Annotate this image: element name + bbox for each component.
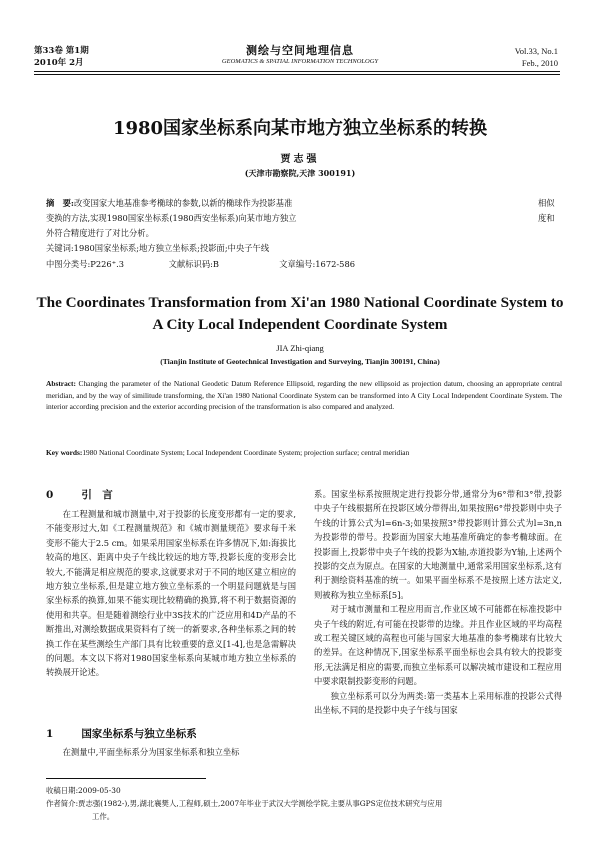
received-date: 收稿日期:2009-05-30 [46, 786, 121, 795]
abstract-zh-right-fragments [538, 196, 568, 226]
right-column [314, 487, 562, 718]
body-paragraph: 系。国家坐标系按照规定进行投影分带,通常分为6°带和3°带,投影中央子午线根据所在投影区域分带得出,如果按照6°带投影则中央子午线的计算公式为l=6n-3;如果按照3°带投影则计算公式为l=3n,n为投影带的带号。投影面为国家大地基准所确定的参考椭球面。在投影面上,投影带中央子午线的投影为X轴,赤道投影为Y轴,上述两个投影的交点为原点。在国家的大地测量中,通常采用国家坐标系,这有利于测绘资料基准的统一。如果平面坐标系不是按照上述方法定义,则被称为独立坐标系[5]。 [314, 489, 562, 600]
body-paragraph: 对于城市测量和工程应用而言,作业区域不可能都在标准投影中央子午线的附近,有可能在投影带的边缘。并且作业区域的平均高程或工程关键区域的高程也可能与国家大地基准的参考椭球有比较大的差异。在这种情况下,国家坐标系平面坐标也会具有较大的投影变形,无法满足相应的需要,而独立坐标系可以解决城市建设和工程应用中要求限制投影变形的问题。 [314, 604, 562, 687]
document-code: 文献标识码:B [168, 259, 220, 269]
header-rule-thick [34, 71, 560, 72]
volume-en: Vol.33, No.1 [514, 46, 558, 56]
footnote-rule [46, 778, 206, 779]
author-bio: 作者简介:贾志强(1982-),男,湖北襄樊人,工程师,硕士,2007年毕业于武汉大学测绘学院,主要从事GPS定位技术研究与应用 [46, 799, 443, 808]
header-journal [150, 42, 450, 65]
abstract-zh-fragment: 度和 [538, 213, 555, 223]
left-column-cont [46, 745, 296, 759]
abstract-zh-label: 摘 要: [46, 198, 74, 208]
keywords-en-label: Key words: [46, 448, 83, 457]
header-rule-thin [34, 74, 560, 75]
paper-title-en: The Coordinates Transformation from Xi'an 1980 National Coordinate System to A City Local Independent Coordinate System [36, 294, 564, 333]
author-en: JIA Zhi-qiang [276, 343, 324, 353]
journal-title-zh: 测绘与空间地理信息 [246, 44, 354, 57]
abstract-zh-line: 摘 要:改变国家大地基准参考椭球的参数,以新的椭球作为投影基准 [46, 198, 293, 208]
keywords-en-text: 1980 National Coordinate System; Local Independent Coordinate System; projection surface; central meridian [82, 448, 410, 457]
volume-zh: 第33卷 第1期 [34, 46, 89, 56]
section-number: 0 [46, 489, 54, 501]
left-column [46, 507, 296, 680]
header-volume-en [515, 45, 558, 69]
paper-title-zh: 1980国家坐标系向某市地方独立坐标系的转换 [112, 118, 488, 139]
abstract-zh-line: 外符合精度进行了对比分析。 [46, 228, 154, 238]
journal-title-en: GEOMATICS & SPATIAL INFORMATION TECHNOLOGY [221, 58, 379, 65]
body-paragraph: 在测量中,平面坐标系分为国家坐标系和独立坐标 [62, 747, 240, 757]
abstract-zh [46, 196, 376, 241]
section-number: 1 [46, 728, 54, 740]
article-number: 文章编号:1672-586 [279, 259, 356, 269]
keywords-zh: 关键词:1980国家坐标系;地方独立坐标系;投影面;中央子午线 [46, 243, 270, 253]
author-bio-cont: 工作。 [92, 812, 115, 821]
section-title: 国家坐标系与独立坐标系 [81, 728, 197, 740]
date-en: Feb., 2010 [521, 58, 558, 68]
footnote [46, 784, 566, 823]
date-zh: 2010年 2月 [34, 58, 84, 68]
body-paragraph: 独立坐标系可以分为两类:第一类基本上采用标准的投影公式得出坐标,不同的是投影中央子午线与国家 [314, 690, 562, 716]
affiliation-en: (Tianjin Institute of Geotechnical Investigation and Surveying, Tianjin 300191, China) [160, 357, 440, 366]
section-heading-0 [46, 487, 113, 502]
section-title: 引 言 [81, 489, 113, 501]
body-paragraph: 在工程测量和城市测量中,对于投影的长度变形都有一定的要求,不能变形过大,如《工程测量规范》和《城市测量规范》要求每千米变形不能大于2.5 cm。如果采用国家坐标系在许多情况下,如:海拔比较高的地区、距离中央子午线比较远的地方等,投影长度的变形会比较大,不能满足相应规范的要求,这就要求对于不同的地区建立相应的地方独立坐标系,但是建立地方独立坐标系的一个明显问题就是与国家坐标系的换算,如果不能实现比较精确的换算,将不利于数据资源的使用和共享。但是随着测绘行业中3S技术的广泛应用和4D产品的不断推出,对测绘数据成果资料有了统一的新要求,各种坐标系之间的转换工作在某些测绘生产部门具有比较重要的意义[1-4],也是急需解决的问题。本文以下将对1980国家坐标系向某城市地方独立坐标系的转换展开论述。 [46, 509, 296, 678]
author-zh: 贾志强 [280, 154, 320, 165]
affiliation-zh: (天津市勘察院,天津 300191) [244, 168, 356, 178]
classification-row [46, 258, 566, 270]
section-heading-1 [46, 726, 197, 741]
abstract-zh-line: 变换的方法,实现1980国家坐标系(1980西安坐标系)向某市地方独立 [46, 213, 297, 223]
abstract-en-label: Abstract: [46, 379, 76, 388]
abstract-zh-fragment: 相似 [538, 198, 555, 208]
header-volume [34, 45, 89, 69]
abstract-en [46, 378, 562, 413]
keywords-en [46, 448, 562, 457]
abstract-en-text: Changing the parameter of the National Geodetic Datum Reference Ellipsoid, regarding the new ellipsoid as projection datum, choosing an appropriate central meridian, and by the way of similitude transforming, the Xi'an 1980 National Coordinate System can be transformed into A City Local Independent Coordinate System. The interior according precision and the exterior according precision of the transformation is also compared and analyzed. [46, 379, 562, 411]
clc-number: 中图分类号:P226⁺.3 [46, 259, 124, 269]
